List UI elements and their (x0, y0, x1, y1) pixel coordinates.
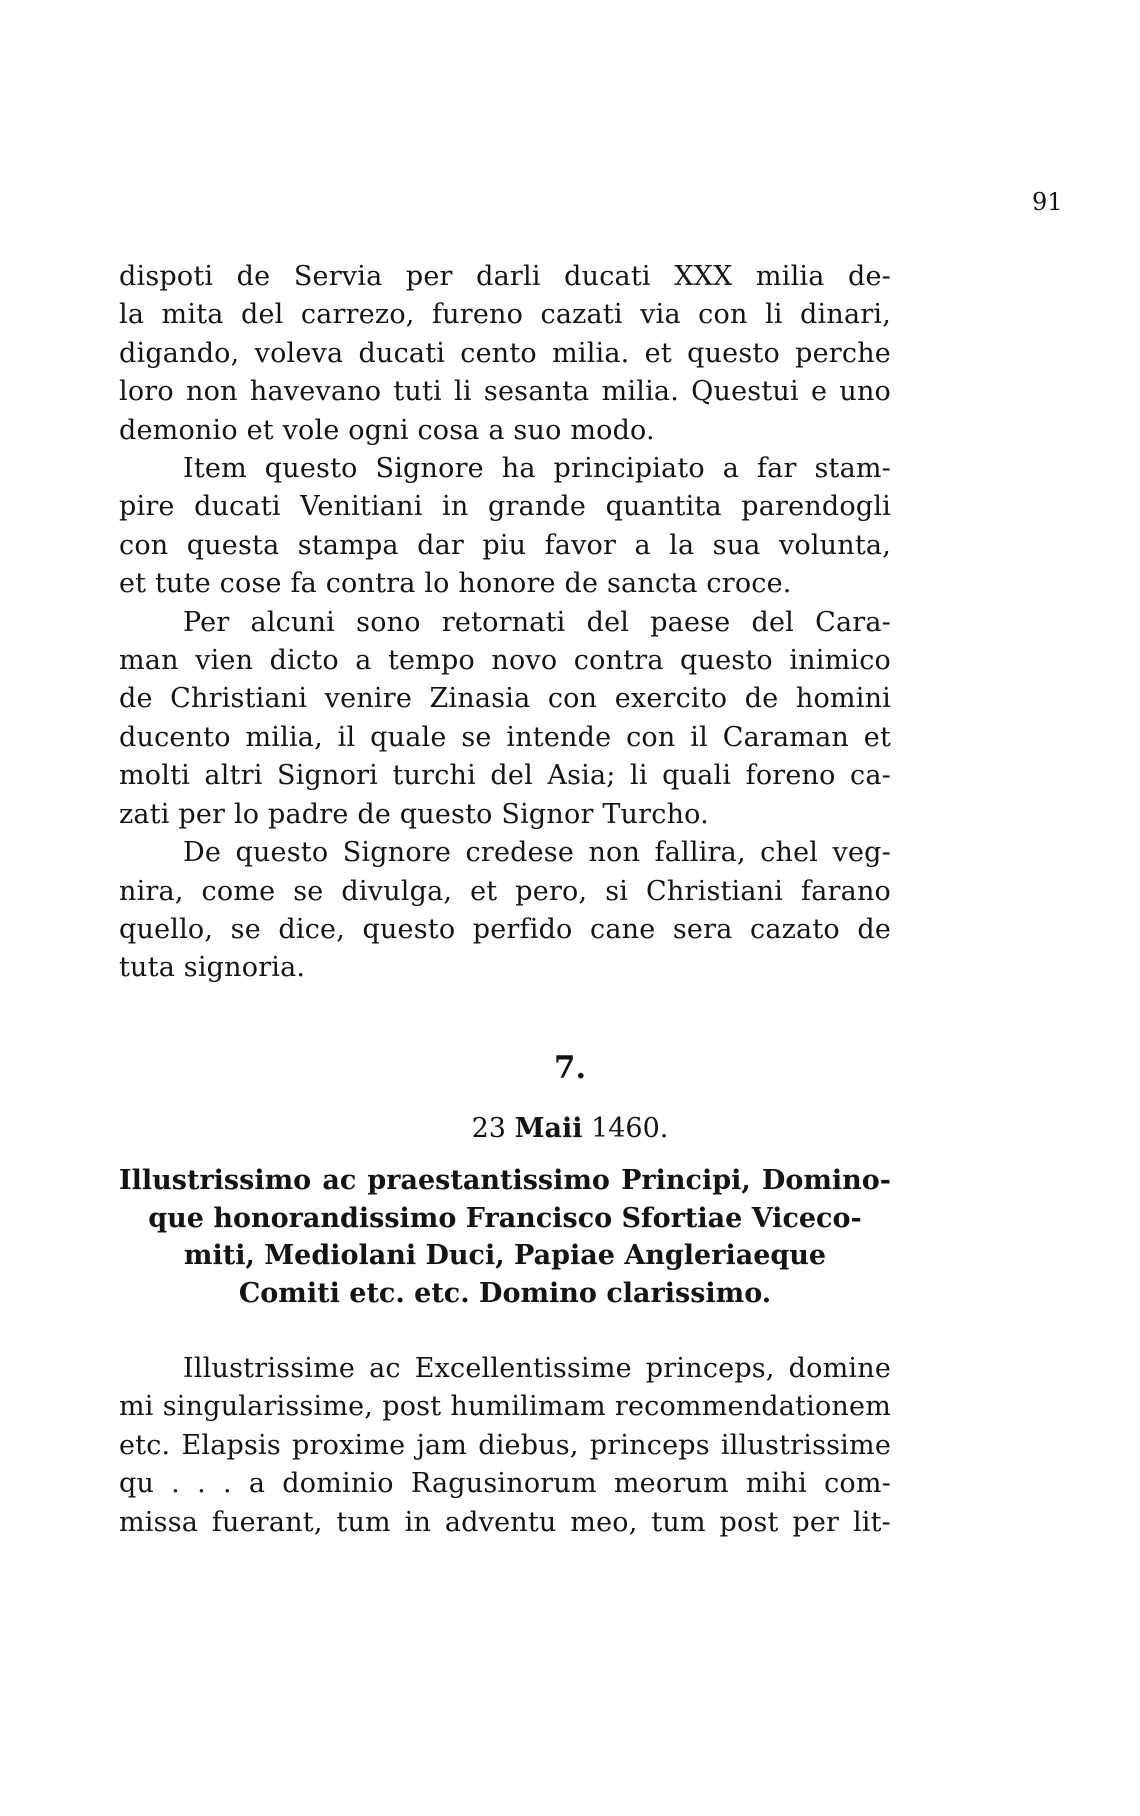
text-line: dispoti de Servia per darli ducati XXX milia de- (119, 261, 891, 292)
text-line: missa fuerant, tum in adventu meo, tum post per lit- (119, 1506, 891, 1538)
date-month: Maii (514, 1113, 583, 1144)
text-line: nira, come se divulga, et pero, si Christiani farano (119, 875, 891, 907)
page-number: 91 (1032, 188, 1063, 216)
address-line: Illustrissimo ac praestantissimo Principi, Domino- (119, 1165, 891, 1196)
main-text (119, 258, 891, 988)
document-number: 7. (553, 1050, 587, 1086)
letter-address (119, 1162, 891, 1312)
text-line: quello, se dice, questo perfido cane sera cazato de (119, 913, 891, 945)
address-line: Comiti etc. etc. Domino clarissimo. (238, 1277, 772, 1309)
text-line: digando, voleva ducati cento milia. et questo perche (119, 337, 891, 369)
text-line: de Christiani venire Zinasia con exercito de homini (119, 683, 891, 715)
text-line: molti altri Signori turchi del Asia; li quali foreno ca- (119, 760, 891, 792)
text-line: Item questo Signore ha principiato a far stam- (183, 453, 891, 485)
text-line: et tute cose fa contra lo honore de sancta croce. (119, 568, 792, 600)
address-line: miti, Mediolani Duci, Papiae Angleriaeque (183, 1240, 827, 1271)
text-line: pire ducati Venitiani in grande quantita parendogli (119, 491, 891, 523)
letter-body (119, 1350, 891, 1542)
text-line: demonio et vole ogni cosa a suo modo. (119, 414, 655, 446)
text-line: ducento milia, il quale se intende con il Caraman et (119, 721, 891, 753)
text-line: zati per lo padre de questo Signor Turcho. (119, 798, 709, 830)
text-line: qu . . . a dominio Ragusinorum meorum mihi com- (119, 1468, 891, 1500)
text-line: Per alcuni sono retornati del paese del Cara- (183, 606, 891, 638)
date-year: 1460. (591, 1113, 669, 1144)
text-line: mi singularissime, post humilimam recommendationem (119, 1391, 891, 1423)
text-line: Illustrissime ac Excellentissime princeps, domine (183, 1353, 891, 1384)
text-line: De questo Signore credese non fallira, chel veg- (183, 837, 891, 869)
date-day: 23 (471, 1113, 506, 1144)
address-line: que honorandissimo Francisco Sfortiae Viceco- (148, 1202, 862, 1234)
text-line: etc. Elapsis proxime jam diebus, princeps illustrissime (119, 1429, 891, 1461)
text-line: la mita del carrezo, fureno cazati via con li dinari, (119, 299, 891, 331)
text-line: tuta signoria. (119, 952, 306, 984)
text-line: loro non havevano tuti li sesanta milia. Questui e uno (119, 376, 891, 408)
text-line: con questa stampa dar piu favor a la sua volunta, (119, 529, 891, 561)
document-date (0, 1113, 1140, 1144)
text-line: man vien dicto a tempo novo contra questo inimico (119, 645, 891, 677)
